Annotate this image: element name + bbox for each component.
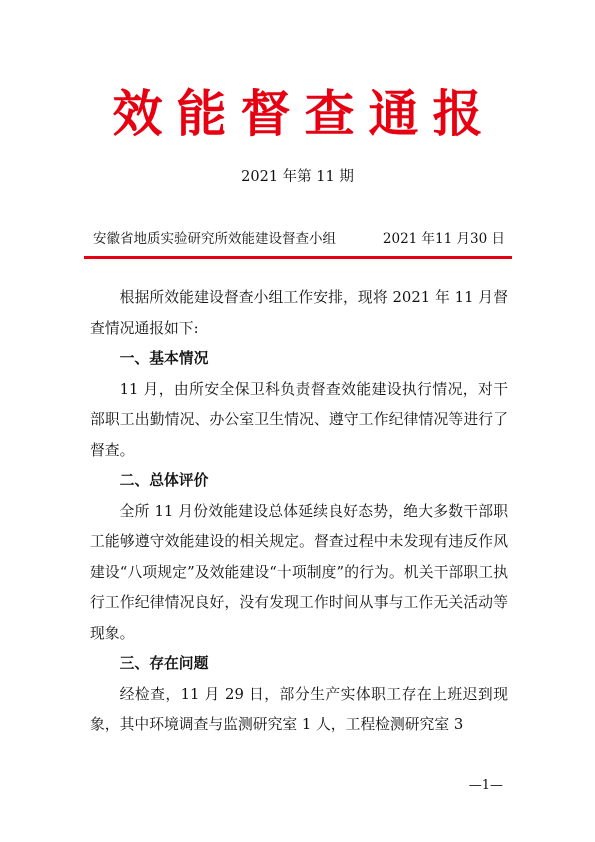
- red-separator-rule: [84, 256, 512, 259]
- section-heading-issues: 三、存在问题: [119, 655, 209, 672]
- section-text-issues: 经检查，11 月 29 日，部分生产实体职工存在上班迟到现象，其中环境调查与监测研究室 1 人，工程检测研究室 3: [90, 685, 508, 733]
- section-heading-evaluation: 二、总体评价: [119, 472, 209, 489]
- section-text-evaluation: 全所 11 月份效能建设总体延续良好态势，绝大多数干部职工能够遵守效能建设的相关规定。督查过程中未发现有违反作风建设“八项规定”及效能建设“十项制度”的行为。机关干部职工执行工作纪律情况良好，没有发现工作时间从事与工作无关活动等现象。: [90, 502, 508, 642]
- issue-number: 2021 年第 11 期: [241, 169, 354, 185]
- page-number: —1—: [468, 778, 503, 793]
- issuing-organization: 安徽省地质实验研究所效能建设督查小组: [93, 231, 336, 247]
- section-heading-basic: 一、基本情况: [119, 350, 209, 367]
- section-text-basic: 11 月，由所安全保卫科负责督查效能建设执行情况，对干部职工出勤情况、办公室卫生情况、遵守工作纪律情况等进行了督查。: [90, 380, 508, 459]
- masthead-title: 效能督查通报: [112, 84, 497, 143]
- issue-date: 2021 年11 月30 日: [382, 231, 505, 247]
- intro-paragraph: 根据所效能建设督查小组工作安排，现将 2021 年 11 月督查情况通报如下:: [90, 289, 508, 337]
- document-body: [90, 283, 508, 741]
